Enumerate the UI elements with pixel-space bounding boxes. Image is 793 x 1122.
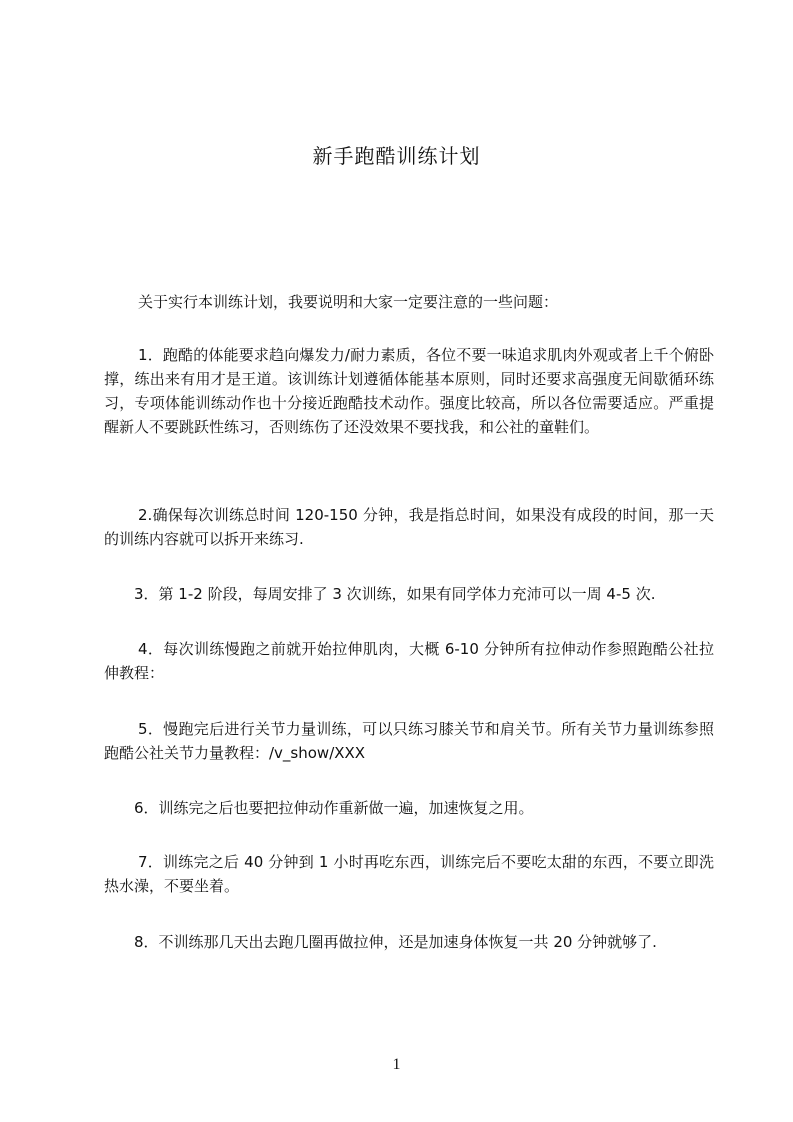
document-title: 新手跑酷训练计划 xyxy=(312,144,481,168)
rule-paragraph-2: 2.确保每次训练总时间 120-150 分钟，我是指总时间，如果没有成段的时间，那一天的训练内容就可以拆开来练习. xyxy=(104,506,714,548)
rule-paragraph-5: 5．慢跑完后进行关节力量训练，可以只练习膝关节和肩关节。所有关节力量训练参照跑酷公社关节力量教程：/v_show/XXX xyxy=(104,720,714,762)
rule-paragraph-1: 1．跑酷的体能要求趋向爆发力/耐力素质，各位不要一味追求肌肉外观或者上千个俯卧撑，练出来有用才是王道。该训练计划遵循体能基本原则，同时还要求高强度无间歇循环练习，专项体能训练动作也十分接近跑酷技术动作。强度比较高，所以各位需要适应。严重提醒新人不要跳跃性练习，否则练伤了还没效果不要找我，和公社的童鞋们。 xyxy=(104,346,714,436)
rule-paragraph-6: 6．训练完之后也要把拉伸动作重新做一遍，加速恢复之用。 xyxy=(134,799,534,817)
rule-paragraph-3: 3．第 1-2 阶段，每周安排了 3 次训练，如果有同学体力充沛可以一周 4-5 次. xyxy=(134,585,656,603)
intro-paragraph: 关于实行本训练计划，我要说明和大家一定要注意的一些问题： xyxy=(138,293,559,311)
rule-paragraph-8: 8．不训练那几天出去跑几圈再做拉伸，还是加速身体恢复一共 20 分钟就够了. xyxy=(134,933,657,951)
page-number: 1 xyxy=(392,1056,401,1073)
rule-paragraph-7: 7．训练完之后 40 分钟到 1 小时再吃东西，训练完后不要吃太甜的东西，不要立即洗热水澡，不要坐着。 xyxy=(104,853,714,895)
rule-paragraph-4: 4．每次训练慢跑之前就开始拉伸肌肉，大概 6-10 分钟所有拉伸动作参照跑酷公社拉伸教程： xyxy=(104,640,714,682)
